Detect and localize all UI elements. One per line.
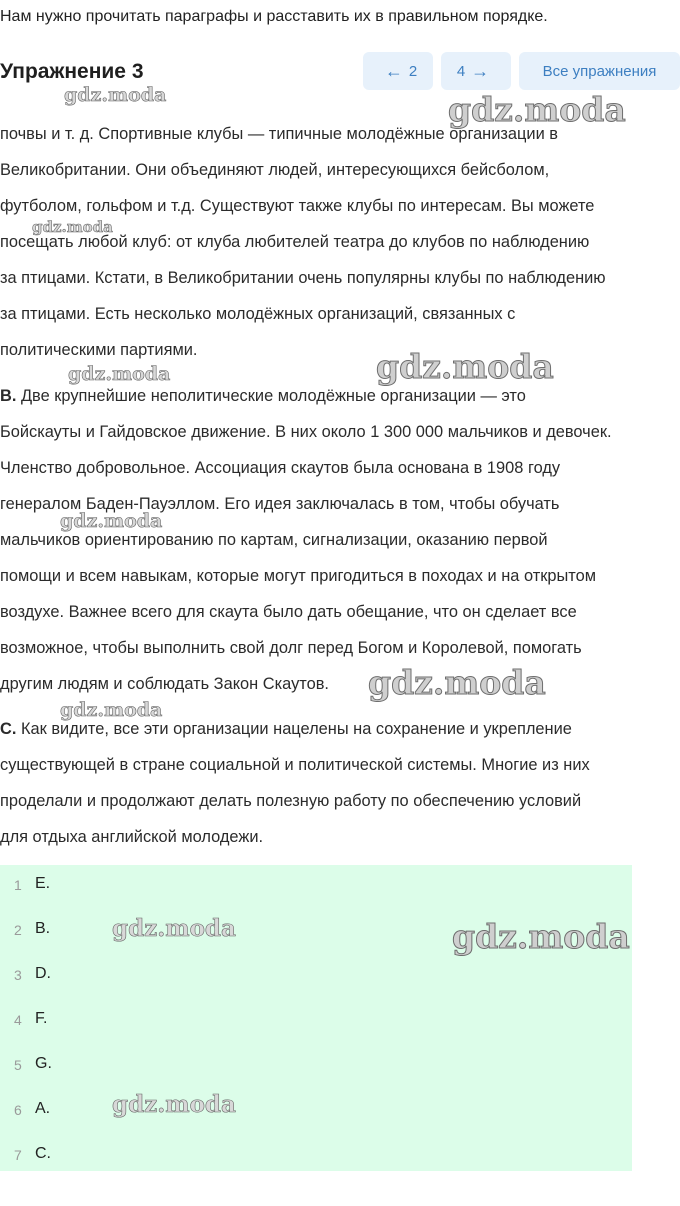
text-line: существующей в стране социальной и политической системы. Многие из них [0, 756, 590, 774]
text-line [0, 711, 680, 747]
watermark: gdz.moda [60, 510, 163, 532]
text-line: для отдыха английской молодежи. [0, 828, 264, 846]
text-line: посещать любой клуб: от клуба любителей театра до клубов по наблюдению [0, 233, 590, 251]
next-exercise-label: 4 [456, 62, 466, 80]
prev-exercise-button[interactable] [363, 52, 433, 90]
answer-number: 2 [14, 922, 22, 938]
answers-list [0, 865, 632, 1171]
text-line: генералом Баден-Пауэллом. Его идея заключалась в том, чтобы обучать [0, 495, 560, 513]
paragraph-b [0, 378, 680, 702]
intro-text: Нам нужно прочитать параграфы и расставить их в правильном порядке. [0, 8, 548, 25]
text-line [0, 378, 680, 414]
arrow-left-icon: ← [384, 61, 403, 81]
answer-value: A. [35, 1100, 51, 1117]
watermark: gdz.moda [376, 347, 554, 386]
text-line: Бойскауты и Гайдовское движение. В них около 1 300 000 мальчиков и девочек. [0, 423, 612, 441]
exercise-title: Упражнение 3 [0, 60, 144, 83]
watermark: gdz.moda [452, 917, 630, 956]
text-line: политическими партиями. [0, 341, 198, 359]
watermark: gdz.moda [64, 84, 167, 106]
answer-value: B. [35, 920, 51, 937]
answer-value: D. [35, 965, 51, 982]
answer-value: G. [35, 1055, 52, 1072]
answer-value: E. [35, 875, 51, 892]
next-exercise-button[interactable] [441, 52, 511, 90]
text-segment: Как видите, все эти организации нацелены на сохранение и укрепление [16, 720, 572, 738]
watermark: gdz.moda [112, 915, 236, 942]
watermark: gdz.moda [112, 1091, 236, 1118]
arrow-right-icon: → [471, 61, 490, 81]
paragraph-letter-b: B. [0, 387, 17, 405]
watermark: gdz.moda [68, 363, 171, 385]
answer-number: 3 [14, 967, 22, 983]
text-line: возможное, чтобы выполнить свой долг перед Богом и Королевой, помогать [0, 639, 582, 657]
watermark: gdz.moda [448, 90, 626, 129]
prev-exercise-label: 2 [408, 62, 418, 80]
answer-value: C. [35, 1145, 51, 1162]
paragraph-continued [0, 116, 680, 368]
text-line: Великобритании. Они объединяют людей, интересующихся бейсболом, [0, 161, 550, 179]
text-line: Членство добровольное. Ассоциация скаутов была основана в 1908 году [0, 459, 561, 477]
watermark: gdz.moda [60, 699, 163, 721]
answer-number: 6 [14, 1102, 22, 1118]
all-exercises-label: Все упражнения [542, 62, 657, 80]
watermark: gdz.moda [32, 218, 113, 236]
text-line: проделали и продолжают делать полезную работу по обеспечению условий [0, 792, 582, 810]
paragraph-letter-c: C. [0, 720, 17, 738]
paragraph-c [0, 711, 680, 855]
answer-number: 4 [14, 1012, 22, 1028]
answer-value: F. [35, 1010, 48, 1027]
text-line: футболом, гольфом и т.д. Существуют также клубы по интересам. Вы можете [0, 197, 595, 215]
exercise-header [0, 52, 680, 92]
text-line: за птицами. Кстати, в Великобритании очень популярны клубы по наблюдению [0, 269, 606, 287]
text-segment: Две крупнейшие неполитические молодёжные организации — это [16, 387, 526, 405]
text-line: помощи и всем навыкам, которые могут пригодиться в походах и на открытом [0, 567, 596, 585]
answer-number: 1 [14, 877, 22, 893]
answer-number: 7 [14, 1147, 22, 1163]
text-line: мальчиков ориентированию по картам, сигнализации, оказанию первой [0, 531, 548, 549]
text-line: почвы и т. д. Спортивные клубы — типичные молодёжные организации в [0, 125, 558, 143]
all-exercises-button[interactable] [519, 52, 680, 90]
text-line: другим людям и соблюдать Закон Скаутов. [0, 675, 329, 693]
watermark: gdz.moda [368, 663, 546, 702]
text-line: за птицами. Есть несколько молодёжных организаций, связанных с [0, 305, 516, 323]
text-line: воздухе. Важнее всего для скаута было дать обещание, что он сделает все [0, 603, 577, 621]
answer-number: 5 [14, 1057, 22, 1073]
